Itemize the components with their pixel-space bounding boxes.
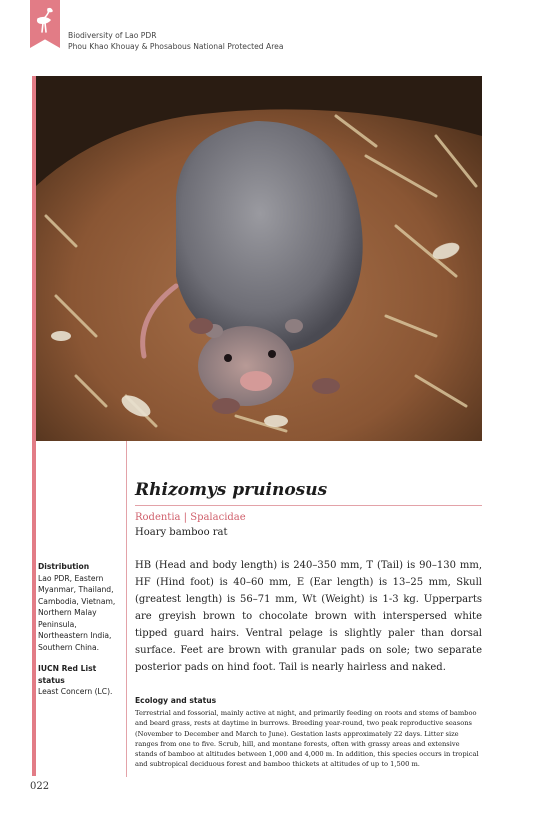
species-common-name: Hoary bamboo rat bbox=[135, 527, 228, 538]
publication-header bbox=[68, 30, 284, 52]
iucn-status-text: Least Concern (LC). bbox=[38, 687, 113, 696]
morphology-description: HB (Head and body length) is 240–350 mm, T (Tail) is 90–130 mm, HF (Hind foot) is 40–60 mm, E (Ear length) is 13–25 mm, Skull (greatest length) is 56–71 mm, Wt (Weight) is 1-3 kg. Upperparts are greyish brown to chocolate brown with interspersed white tipped guard hairs. Ventral pelage is slightly paler than dorsal surface. Feet are brown with granular pads on sole; two separate posterior pads on hind foot. Tail is nearly hairless and naked. bbox=[135, 560, 482, 673]
species-scientific-name: Rhizomys pruinosus bbox=[135, 480, 328, 500]
page-number: 022 bbox=[30, 781, 50, 792]
column-divider bbox=[126, 441, 127, 777]
iucn-status-label: IUCN Red List status bbox=[38, 664, 97, 685]
species-photo bbox=[36, 76, 482, 441]
header-title: Biodiversity of Lao PDR bbox=[68, 31, 157, 40]
ecology-heading: Ecology and status bbox=[135, 696, 217, 705]
ecology-text: Terrestrial and fossorial, mainly active at night, and primarily feeding on roots and stems of bamboo and beard grass, rests at daytime in burrows. Breeding year-round, two peak reproductive seasons (November to December and March to June). Gestation lasts approximately 22 days. Litter size ranges from one to five. Scrub, hill, and montane forests, often with grassy areas and extensive stands of bamboo at altitudes between 1,000 and 4,000 m. In addition, this species occurs in tropical and subtropical deciduous forest and bamboo thickets at altitudes of up to 1,500 m. bbox=[135, 709, 479, 769]
sidebar bbox=[38, 561, 122, 698]
crane-icon bbox=[34, 6, 56, 34]
header-subtitle: Phou Khao Khouay & Phosabous National Protected Area bbox=[68, 42, 284, 51]
logo-tab bbox=[30, 0, 60, 48]
taxonomy-line: Rodentia | Spalacidae bbox=[135, 512, 246, 523]
distribution-text: Lao PDR, Eastern Myanmar, Thailand, Cambodia, Vietnam, Northern Malay Peninsula, Northeastern India, Southern China. bbox=[38, 573, 116, 652]
title-rule bbox=[135, 505, 482, 506]
distribution-label: Distribution bbox=[38, 562, 90, 571]
